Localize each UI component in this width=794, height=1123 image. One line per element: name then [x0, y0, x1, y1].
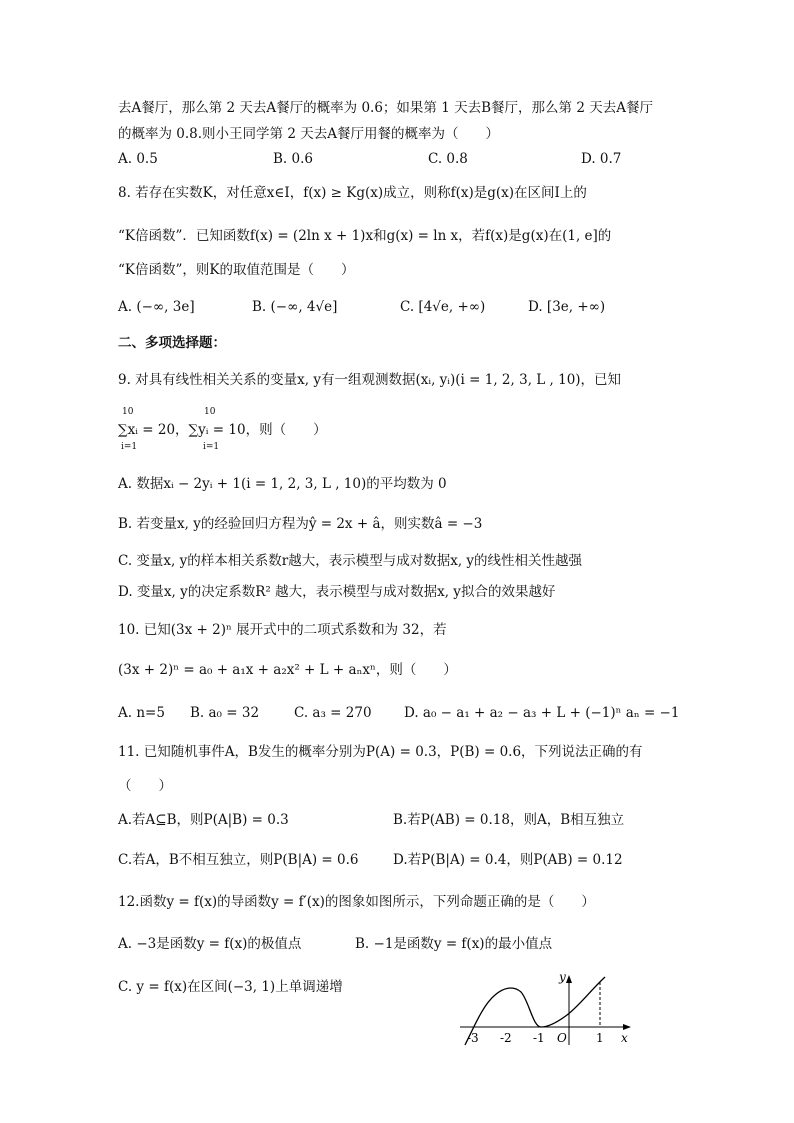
- tick-label-neg2: -2: [500, 1031, 512, 1045]
- q7-option-a: A. 0.5: [118, 151, 158, 167]
- q8-line-3: “K倍函数”，则K的取值范围是（ ）: [118, 262, 355, 278]
- q11-line-2: （ ）: [118, 778, 172, 794]
- q9-option-b: B. 若变量x, y的经验回归方程为ŷ = 2x + â，则实数â = −3: [118, 516, 483, 532]
- q10-option-c: C. a₃ = 270: [294, 705, 372, 721]
- tick-label-1: 1: [596, 1031, 604, 1045]
- q9-option-c: C. 变量x, y的样本相关系数r越大，表示模型与成对数据x, y的线性相关性越强: [118, 553, 583, 569]
- q10-option-d: D. a₀ − a₁ + a₂ − a₃ + L + (−1)ⁿ aₙ = −1: [404, 705, 680, 721]
- origin-label: O: [557, 1031, 567, 1045]
- derivative-graph: [455, 965, 640, 1050]
- q9-option-a: A. 数据xᵢ − 2yᵢ + 1(i = 1, 2, 3, L , 10)的平均数为 0: [118, 476, 447, 492]
- tick-label-neg1: -1: [533, 1031, 545, 1045]
- q12-option-c: C. y = f(x)在区间(−3, 1)上单调递增: [118, 979, 343, 995]
- q9-sum-upper-limit: 10: [122, 407, 134, 417]
- q9-sum-lower-limit-2: i=1: [203, 442, 220, 452]
- q10-line-1: 10. 已知(3x + 2)ⁿ 展开式中的二项式系数和为 32，若: [118, 622, 447, 638]
- q7-option-c: C. 0.8: [428, 151, 468, 167]
- q12-option-b: B. −1是函数y = f(x)的最小值点: [355, 936, 553, 952]
- q11-line-1: 11. 已知随机事件A，B发生的概率分别为P(A) = 0.3，P(B) = 0.6，下列说法正确的有: [118, 744, 643, 760]
- q10-option-b: B. a₀ = 32: [190, 705, 260, 721]
- q10-line-2: (3x + 2)ⁿ = a₀ + a₁x + a₂x² + L + aₙxⁿ，则（ ）: [118, 662, 457, 678]
- q8-option-b: B. (−∞, 4√e]: [252, 299, 338, 315]
- q11-option-d: D.若P(B|A) = 0.4，则P(AB) = 0.12: [393, 852, 623, 868]
- section-title-multiple-choice: 二、多项选择题：: [118, 335, 226, 351]
- q8-option-c: C. [4√e, +∞): [400, 299, 486, 315]
- y-axis-label: y: [559, 970, 566, 984]
- q9-line-2: ∑xᵢ = 20，∑yᵢ = 10，则（ ）: [118, 422, 327, 438]
- x-axis-label: x: [621, 1031, 628, 1045]
- q8-line-1: 8. 若存在实数K，对任意x∈I，f(x) ≥ Kg(x)成立，则称f(x)是g(x)在区间I上的: [118, 185, 587, 201]
- q12-option-a: A. −3是函数y = f(x)的极值点: [118, 936, 302, 952]
- q11-option-a: A.若A⊆B，则P(A|B) = 0.3: [118, 812, 289, 828]
- q8-option-d: D. [3e, +∞): [528, 299, 606, 315]
- q8-option-a: A. (−∞, 3e]: [118, 299, 195, 315]
- q11-option-b: B.若P(AB) = 0.18，则A，B相互独立: [393, 812, 625, 828]
- q7-line-1: 去A餐厅，那么第 2 天去A餐厅的概率为 0.6；如果第 1 天去B餐厅，那么第 2 天去A餐厅: [118, 100, 653, 116]
- q9-option-d: D. 变量x, y的决定系数R² 越大，表示模型与成对数据x, y拟合的效果越好: [118, 584, 556, 600]
- q9-line-1: 9. 对具有线性相关关系的变量x, y有一组观测数据(xᵢ, yᵢ)(i = 1, 2, 3, L , 10)，已知: [118, 372, 622, 388]
- x-axis-arrow: [623, 1024, 631, 1030]
- q9-sum-lower-limit: i=1: [121, 442, 138, 452]
- q7-line-2: 的概率为 0.8.则小王同学第 2 天去A餐厅用餐的概率为（ ）: [118, 126, 499, 142]
- q9-sum-upper-limit-2: 10: [204, 407, 216, 417]
- q7-option-b: B. 0.6: [273, 151, 313, 167]
- tick-label-neg3: -3: [467, 1031, 479, 1045]
- q8-line-2: “K倍函数”．已知函数f(x) = (2ln x + 1)x和g(x) = ln x，若f(x)是g(x)在(1, e]的: [118, 228, 612, 244]
- q11-option-c: C.若A，B不相互独立，则P(B|A) = 0.6: [118, 852, 359, 868]
- q10-option-a: A. n=5: [118, 705, 165, 721]
- y-axis-arrow: [566, 975, 572, 983]
- q7-option-d: D. 0.7: [581, 151, 622, 167]
- q12-line-1: 12.函数y = f(x)的导函数y = f′(x)的图象如图所示，下列命题正确的是（ ）: [118, 894, 595, 910]
